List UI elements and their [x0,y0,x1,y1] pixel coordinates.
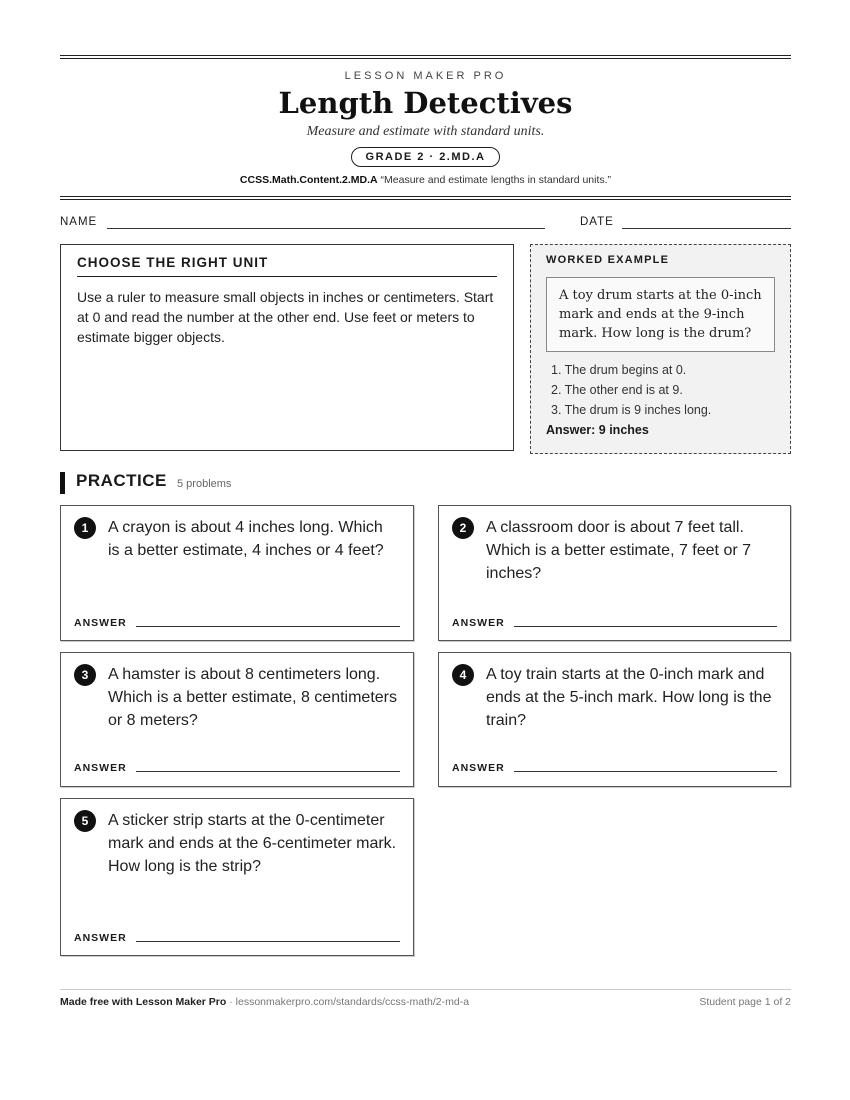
page-title: Length Detectives [278,86,573,120]
choose-unit-title: CHOOSE THE RIGHT UNIT [77,255,497,277]
date-field[interactable] [622,228,791,229]
answer-field[interactable] [136,771,400,772]
name-label: NAME [60,216,98,228]
answer-label: ANSWER [452,762,505,774]
footer-page-number: Student page 1 of 2 [699,996,791,1008]
answer-label: ANSWER [74,762,127,774]
answer-label: ANSWER [74,932,127,944]
worked-example-answer: Answer: 9 inches [546,423,649,437]
problem-card-2 [438,505,791,641]
worksheet-page [60,55,791,498]
brand-name: LESSON MAKER PRO [344,70,507,82]
answer-field[interactable] [514,626,777,627]
problem-text: A classroom door is about 7 feet tall. Which is a better estimate, 7 feet or 7 inches? [486,519,752,582]
date-label: DATE [580,216,614,228]
practice-header [60,468,791,498]
problem-text: A hamster is about 8 centimeters long. Which is a better estimate, 8 centimeters or 8 meters? [108,666,397,729]
answer-field[interactable] [136,626,400,627]
answer-field[interactable] [136,941,400,942]
problem-number-badge: 1 [74,517,96,539]
problem-card-4 [438,652,791,787]
worked-example-title: WORKED EXAMPLE [546,254,670,266]
problem-number-badge: 5 [74,810,96,832]
name-date-row [60,214,791,234]
footer-url[interactable]: · lessonmakerpro.com/standards/ccss-math/2-md-a [226,996,470,1008]
choose-unit-text: Use a ruler to measure small objects in inches or centimeters. Start at 0 and read the number at the other end. Use feet or meters to estimate bigger objects. [77,289,494,345]
problem-number-badge: 2 [452,517,474,539]
worked-example-steps [551,360,775,420]
name-field[interactable] [107,228,545,229]
problem-card-5 [60,798,414,956]
worksheet-header [60,70,791,186]
standard-description: “Measure and estimate lengths in standard units.” [380,174,612,186]
header-bottom-rule [60,196,791,200]
page-footer [60,989,791,1008]
practice-title: PRACTICE [76,471,167,490]
problem-number-badge: 3 [74,664,96,686]
worked-example-problem: A toy drum starts at the 0-inch mark and ends at the 9-inch mark. How long is the drum? [546,277,775,352]
page-subtitle: Measure and estimate with standard units. [306,124,545,139]
standard-code: CCSS.Math.Content.2.MD.A [239,174,378,186]
problem-card-1 [60,505,414,641]
problem-text: A toy train starts at the 0-inch mark and ends at the 5-inch mark. How long is the train? [486,666,772,729]
grade-badge: GRADE 2 · 2.MD.A [351,147,501,167]
footer-made-with: Made free with Lesson Maker Pro [60,996,227,1008]
answer-label: ANSWER [74,617,127,629]
worked-example-box [530,244,791,454]
worked-step: 1. The drum begins at 0. [551,363,687,377]
practice-accent-bar [60,472,65,494]
worked-step: 2. The other end is at 9. [551,383,683,397]
problem-number-badge: 4 [452,664,474,686]
answer-label: ANSWER [452,617,505,629]
intro-row [60,244,791,456]
choose-unit-box [60,244,514,451]
problem-text: A crayon is about 4 inches long. Which is a better estimate, 4 inches or 4 feet? [108,519,384,559]
standard-line [60,174,791,186]
worked-step: 3. The drum is 9 inches long. [551,403,712,417]
practice-count: 5 problems [177,478,232,490]
answer-field[interactable] [514,771,777,772]
problem-text: A sticker strip starts at the 0-centimeter mark and ends at the 6-centimeter mark. How long is the strip? [108,812,397,875]
header-top-rule [60,55,791,59]
problem-card-3 [60,652,414,787]
